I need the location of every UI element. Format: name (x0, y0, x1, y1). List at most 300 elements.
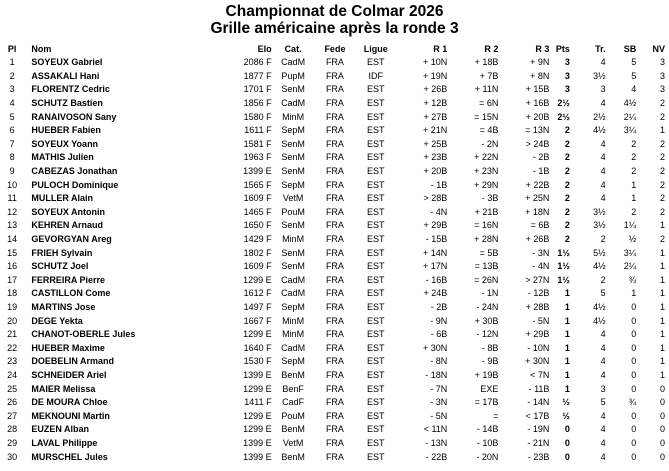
cell-name: SOYEUX Antonin (31, 206, 106, 217)
cell-nv: 2 (659, 193, 665, 204)
cell-name: KEHREN Arnaud (31, 220, 104, 231)
cell-r1: + 26B (423, 84, 448, 95)
header-fede: Fede (324, 44, 346, 54)
cell-name: ASSAKALI Hani (31, 70, 100, 81)
cell-pts: 1½ (557, 274, 570, 285)
table-row (3, 219, 667, 233)
cell-pl: 29 (7, 437, 18, 448)
cell-ligue: EST (367, 84, 385, 95)
cell-ligue: EST (367, 315, 385, 326)
table-row (3, 178, 667, 192)
cell-r3: > 24B (525, 138, 550, 149)
cell-pts: 2 (564, 179, 570, 190)
table-row (3, 314, 667, 328)
cell-fede: FRA (325, 206, 344, 217)
cell-nv: 1 (659, 342, 665, 353)
cell-pl: 10 (7, 179, 18, 190)
cell-tr: 4 (600, 138, 606, 149)
cell-nv: 2 (659, 179, 665, 190)
cell-r3: + 8N (530, 70, 550, 81)
cell-r2: = 13B (474, 261, 499, 272)
cell-sb: 1 (631, 288, 637, 299)
cell-elo: 1399 E (243, 451, 272, 462)
cell-pts: 1 (564, 315, 570, 326)
cell-ligue: EST (367, 261, 385, 272)
cell-pl: 11 (7, 193, 17, 204)
cell-elo: 1299 E (243, 329, 272, 340)
cell-tr: 4½ (593, 301, 606, 312)
cell-fede: FRA (325, 342, 344, 353)
header-name: Nom (31, 44, 52, 54)
cell-ligue: EST (367, 234, 385, 245)
cell-pts: 1 (564, 301, 570, 312)
cell-tr: 4 (600, 98, 606, 109)
cell-tr: 3 (600, 84, 606, 95)
cell-ligue: EST (367, 342, 385, 353)
cell-tr: 2 (600, 234, 606, 245)
cell-r2: + 22N (474, 152, 499, 163)
header-sb: SB (623, 44, 637, 54)
cell-nv: 2 (659, 234, 665, 245)
cell-r1: - 15B (425, 234, 448, 245)
cell-pl: 17 (7, 274, 18, 285)
cell-name: MARTINS Jose (31, 301, 96, 312)
cell-r2: + 7B (479, 70, 499, 81)
cell-pts: 3 (564, 57, 570, 68)
cell-r3: + 22B (525, 179, 550, 190)
cell-r2: + 21B (474, 206, 499, 217)
cell-r1: - 9N (430, 315, 448, 326)
cell-nv: 2 (659, 138, 665, 149)
cell-fede: FRA (325, 437, 344, 448)
cell-nv: 0 (659, 397, 665, 408)
cell-elo: 1667 F (243, 315, 272, 326)
table-row (3, 246, 667, 260)
cell-r2: = 15N (474, 111, 499, 122)
cell-pts: 2½ (557, 98, 570, 109)
cell-name: SCHNEIDER Ariel (31, 369, 107, 380)
cell-cat: VetM (282, 437, 304, 448)
cell-r1: - 5N (430, 410, 448, 421)
cell-pl: 26 (7, 397, 18, 408)
cell-fede: FRA (325, 138, 344, 149)
cell-fede: FRA (325, 369, 344, 380)
cell-pts: 0 (564, 424, 570, 435)
cell-fede: FRA (325, 166, 344, 177)
cell-pts: 2 (564, 125, 570, 136)
cell-fede: FRA (325, 111, 344, 122)
cell-r3: + 29B (525, 329, 550, 340)
cell-r1: - 8N (430, 356, 448, 367)
cell-elo: 1299 E (243, 274, 272, 285)
cell-r2: - 10B (476, 437, 499, 448)
header-tr: Tr. (595, 44, 606, 54)
table-row (3, 151, 667, 165)
cell-r1: - 6B (430, 329, 448, 340)
cell-r1: + 24B (423, 288, 448, 299)
cell-sb: 1 (631, 179, 637, 190)
cell-fede: FRA (325, 98, 344, 109)
cell-cat: PouM (281, 206, 305, 217)
cell-ligue: EST (367, 329, 385, 340)
cell-cat: SenM (281, 220, 305, 231)
cell-r1: - 22B (425, 451, 448, 462)
cell-sb: 3¼ (623, 125, 637, 136)
cell-r1: + 10N (423, 57, 448, 68)
table-row (3, 110, 667, 124)
cell-sb: 0 (631, 301, 637, 312)
cell-pts: 0 (564, 437, 570, 448)
cell-pts: 2½ (557, 111, 570, 122)
cell-r3: + 15B (525, 84, 550, 95)
cell-sb: 0 (631, 329, 637, 340)
cell-ligue: EST (367, 111, 385, 122)
table-header-row (3, 42, 667, 56)
cell-r2: - 2N (481, 138, 499, 149)
cell-pts: 2 (564, 193, 570, 204)
cell-elo: 1877 F (243, 70, 272, 81)
cell-nv: 3 (659, 84, 665, 95)
cell-ligue: EST (367, 288, 385, 299)
cell-r1: + 30N (423, 342, 448, 353)
cell-elo: 1465 F (243, 206, 272, 217)
cell-nv: 2 (659, 206, 665, 217)
cell-nv: 1 (659, 274, 665, 285)
cell-r1: + 19N (423, 70, 448, 81)
cell-elo: 1429 F (243, 234, 272, 245)
cell-fede: FRA (325, 247, 344, 258)
cell-cat: SenM (281, 152, 305, 163)
cell-pts: 0 (564, 451, 570, 462)
cell-pts: 1 (564, 356, 570, 367)
header-elo: Elo (257, 44, 272, 54)
cell-r1: + 29B (423, 220, 448, 231)
cell-elo: 1609 F (243, 193, 272, 204)
page-title: Championnat de Colmar 2026 (225, 3, 444, 20)
cell-name: DEGE Yekta (31, 315, 83, 326)
cell-sb: 0 (631, 315, 637, 326)
cell-nv: 1 (659, 329, 665, 340)
cell-ligue: EST (367, 179, 385, 190)
cell-r2: + 23N (474, 166, 499, 177)
table-row (3, 165, 667, 179)
cell-ligue: EST (367, 301, 385, 312)
cell-sb: ¾ (628, 397, 637, 408)
cell-cat: BenM (281, 369, 305, 380)
cell-elo: 1411 F (244, 397, 272, 408)
cell-name: MATHIS Julien (31, 152, 94, 163)
cell-fede: FRA (325, 274, 344, 285)
table-row (3, 83, 667, 97)
table-row (3, 301, 667, 315)
cell-nv: 3 (659, 70, 665, 81)
cell-ligue: EST (367, 220, 385, 231)
cell-r1: - 13N (425, 437, 448, 448)
cell-r2: + 28N (474, 234, 499, 245)
cell-nv: 0 (659, 451, 665, 462)
cell-ligue: EST (367, 206, 385, 217)
cell-pts: 1½ (557, 261, 570, 272)
cell-sb: 0 (631, 424, 637, 435)
cell-ligue: EST (367, 451, 385, 462)
cell-cat: CadM (281, 288, 306, 299)
cell-tr: 4 (600, 179, 606, 190)
cell-r1: + 20B (423, 166, 448, 177)
cell-cat: CadM (281, 342, 306, 353)
cell-name: GEVORGYAN Areg (31, 234, 112, 245)
cell-r2: = 26N (474, 274, 499, 285)
table-row (3, 192, 667, 206)
table-row (3, 260, 667, 274)
cell-elo: 1497 F (243, 301, 272, 312)
cell-fede: FRA (325, 383, 344, 394)
cell-fede: FRA (325, 288, 344, 299)
cell-pts: 1 (564, 383, 570, 394)
cell-nv: 0 (659, 410, 665, 421)
cell-tr: 4 (600, 329, 606, 340)
cell-cat: SenM (281, 247, 305, 258)
cell-r3: - 11B (528, 383, 550, 394)
cell-pl: 18 (7, 288, 18, 299)
cell-r1: - 3N (430, 397, 448, 408)
cell-name: CABEZAS Jonathan (31, 166, 118, 177)
cell-pl: 15 (7, 247, 18, 258)
cell-ligue: EST (367, 424, 385, 435)
cell-ligue: EST (367, 437, 385, 448)
cell-pl: 3 (9, 84, 15, 95)
cell-r3: < 7N (530, 369, 550, 380)
cell-cat: BenM (281, 451, 305, 462)
cell-r2: - 3B (481, 193, 499, 204)
cell-pts: ½ (562, 410, 570, 421)
cell-elo: 1581 F (243, 138, 272, 149)
cell-r2: + 11N (474, 84, 499, 95)
cell-r3: + 18N (525, 206, 550, 217)
cell-sb: 2¼ (623, 261, 637, 272)
cell-nv: 1 (659, 261, 665, 272)
cell-fede: FRA (325, 410, 344, 421)
table-row (3, 274, 667, 288)
cell-tr: 3 (600, 383, 606, 394)
cell-name: SOYEUX Yoann (31, 138, 99, 149)
cell-cat: SepM (281, 125, 305, 136)
cell-r2: = 4B (479, 125, 499, 136)
cell-r3: + 20B (525, 111, 550, 122)
cell-elo: 1650 F (243, 220, 272, 231)
cell-r2: = 16N (474, 220, 499, 231)
cell-name: MURSCHEL Jules (31, 451, 108, 462)
cell-pl: 9 (9, 166, 15, 177)
cell-pts: 1½ (557, 247, 570, 258)
cell-sb: 2 (631, 152, 637, 163)
cell-pts: 2 (564, 206, 570, 217)
cell-fede: FRA (325, 234, 344, 245)
table-row (3, 341, 667, 355)
cell-name: SCHUTZ Joel (31, 261, 89, 272)
cell-tr: 2½ (593, 111, 606, 122)
cell-elo: 1299 E (243, 410, 272, 421)
cell-r2: = 17B (474, 397, 499, 408)
cell-pl: 16 (7, 261, 18, 272)
cell-r1: + 23B (423, 152, 448, 163)
cell-tr: 3½ (593, 220, 606, 231)
cell-r1: - 2B (430, 301, 448, 312)
cell-cat: CadM (281, 57, 306, 68)
cell-name: FLORENTZ Cedric (31, 84, 110, 95)
cell-ligue: EST (367, 383, 385, 394)
cell-fede: FRA (325, 301, 344, 312)
cell-cat: BenM (281, 424, 305, 435)
cell-fede: FRA (325, 356, 344, 367)
cell-elo: 1609 F (243, 261, 272, 272)
cell-sb: 5 (631, 57, 637, 68)
cell-cat: CadF (282, 397, 305, 408)
cell-r1: + 27B (423, 111, 448, 122)
cell-ligue: EST (367, 356, 385, 367)
cell-cat: SenM (281, 84, 305, 95)
cell-pl: 6 (9, 125, 15, 136)
cell-elo: 1580 F (243, 111, 272, 122)
cell-pts: 3 (564, 84, 570, 95)
cell-cat: MinM (282, 111, 305, 122)
cell-r2: = 6N (479, 98, 499, 109)
cell-nv: 3 (659, 57, 665, 68)
cell-r3: - 5N (532, 315, 550, 326)
cell-sb: 0 (631, 410, 637, 421)
cell-nv: 1 (659, 369, 665, 380)
cell-cat: MinM (282, 315, 305, 326)
cell-sb: 1¼ (623, 220, 637, 231)
cell-r3: < 17B (525, 410, 550, 421)
cell-tr: 4 (600, 152, 606, 163)
cell-cat: PouM (281, 410, 305, 421)
cell-ligue: EST (367, 152, 385, 163)
table-row (3, 437, 667, 451)
cell-fede: FRA (325, 220, 344, 231)
cell-r3: - 23B (527, 451, 550, 462)
cell-r3: + 30N (525, 356, 550, 367)
cell-fede: FRA (325, 451, 344, 462)
cell-pl: 1 (9, 57, 15, 68)
cell-r3: + 9N (530, 57, 550, 68)
standings-table (3, 42, 667, 464)
cell-elo: 1530 F (243, 356, 272, 367)
cell-r2: - 20N (476, 451, 499, 462)
cell-pl: 24 (7, 369, 18, 380)
cell-r1: + 25B (423, 138, 448, 149)
cell-r3: - 12B (527, 288, 550, 299)
cell-cat: PupM (281, 70, 305, 81)
cell-cat: SenM (281, 261, 305, 272)
cell-r2: - 8B (481, 342, 499, 353)
cell-r3: - 2B (532, 152, 550, 163)
cell-name: MEKNOUNI Martin (31, 410, 110, 421)
cell-sb: ½ (628, 234, 637, 245)
cell-pts: 2 (564, 220, 570, 231)
cell-r3: - 1B (532, 166, 550, 177)
cell-nv: 2 (659, 98, 665, 109)
cell-elo: 2086 F (243, 57, 272, 68)
cell-name: FERREIRA Pierre (31, 274, 106, 285)
cell-elo: 1640 F (243, 342, 272, 353)
cell-ligue: IDF (368, 70, 384, 81)
cell-ligue: EST (367, 138, 385, 149)
cell-sb: 0 (631, 356, 637, 367)
cell-elo: 1565 F (243, 179, 272, 190)
cell-fede: FRA (325, 70, 344, 81)
header-pl: Pl (7, 44, 17, 54)
cell-pl: 21 (7, 329, 18, 340)
cell-sb: 0 (631, 383, 637, 394)
cell-r1: - 1B (430, 179, 448, 190)
cell-fede: FRA (325, 152, 344, 163)
cell-pl: 30 (7, 451, 18, 462)
table-row (3, 70, 667, 84)
cell-r2: = 5B (479, 247, 499, 258)
cell-cat: SepM (281, 356, 305, 367)
cell-name: PULOCH Dominique (31, 179, 119, 190)
cell-sb: ¾ (628, 274, 637, 285)
cell-cat: MinM (282, 329, 305, 340)
cell-r1: - 18N (425, 369, 448, 380)
cell-r3: - 4N (532, 261, 550, 272)
cell-pts: 2 (564, 138, 570, 149)
cell-r3: + 16B (525, 98, 550, 109)
cell-pl: 4 (9, 98, 15, 109)
cell-tr: 4 (600, 437, 606, 448)
cell-tr: 4 (600, 369, 606, 380)
cell-fede: FRA (325, 125, 344, 136)
table-row (3, 355, 667, 369)
cell-sb: 5 (631, 70, 637, 81)
table-row (3, 233, 667, 247)
cell-r2: - 1N (481, 288, 499, 299)
cell-ligue: EST (367, 193, 385, 204)
table-row (3, 450, 667, 464)
table-row (3, 382, 667, 396)
cell-fede: FRA (325, 424, 344, 435)
header-r2: R 2 (484, 44, 499, 54)
cell-elo: 1963 F (243, 152, 272, 163)
cell-name: MAIER Melissa (31, 383, 96, 394)
cell-pts: 2 (564, 152, 570, 163)
cell-r1: + 14N (423, 247, 448, 258)
cell-tr: 4½ (593, 125, 606, 136)
cell-r3: = 13N (525, 125, 550, 136)
cell-nv: 2 (659, 111, 665, 122)
table-row (3, 423, 667, 437)
cell-fede: FRA (325, 315, 344, 326)
cell-r3: + 28B (525, 301, 550, 312)
cell-pl: 19 (7, 301, 18, 312)
cell-elo: 1399 E (243, 369, 272, 380)
table-body (3, 56, 667, 464)
cell-tr: 4 (600, 342, 606, 353)
cell-r1: + 21N (423, 125, 448, 136)
cell-r3: > 27N (525, 274, 550, 285)
cell-cat: MinM (282, 234, 305, 245)
header-r1: R 1 (433, 44, 448, 54)
cell-r1: + 17N (423, 261, 448, 272)
cell-pts: 2 (564, 234, 570, 245)
cell-sb: 0 (631, 437, 637, 448)
cell-elo: 1299 E (243, 424, 272, 435)
cell-cat: CadM (281, 98, 306, 109)
cell-fede: FRA (325, 193, 344, 204)
header-ligue: Ligue (363, 44, 388, 54)
cell-ligue: EST (367, 369, 385, 380)
cell-pl: 14 (7, 234, 18, 245)
